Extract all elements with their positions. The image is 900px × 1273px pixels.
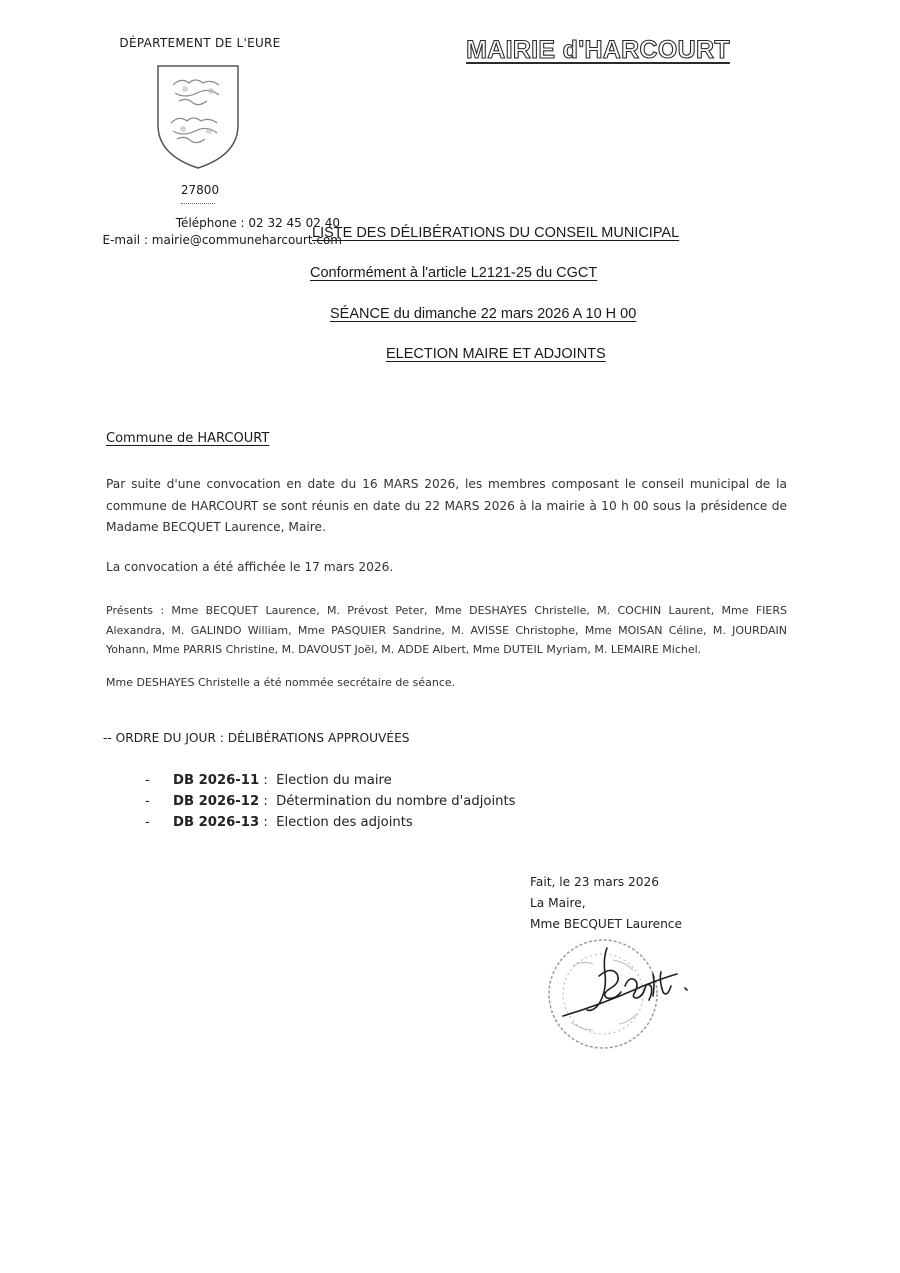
session-date: SÉANCE du dimanche 22 mars 2026 A 10 H 00 [330,306,637,322]
presents-list: Présents : Mme BECQUET Laurence, M. Prévost Peter, Mme DESHAYES Christelle, M. COCHIN Laurent, Mme FIERS Alexandra, M. GALINDO William, Mme PASQUIER Sandrine, M. AVISSE Christophe, Mme MOISAN Céline, M. JOURDAIN Yohann, Mme PARRIS Christine, M. DAVOUST Joël, M. ADDE Albert, Mme DUTEIL Myriam, M. LEMAIRE Michel. [106,604,787,656]
list-bullet: - [145,773,150,788]
deliberation-code: DB 2026-11 [173,773,260,788]
mairie-title: MAIRIE d'HARCOURT [466,36,730,64]
deliberation-separator: : [259,773,268,788]
deliberation-item [145,794,516,809]
deliberation-label: Détermination du nombre d'adjoints [276,794,516,809]
deliberation-item [145,815,413,830]
email-address: E-mail : mairie@communeharcourt.com [102,233,342,247]
document-title: LISTE DES DÉLIBÉRATIONS DU CONSEIL MUNICIPAL [312,225,680,241]
affichage-text: La convocation a été affichée le 17 mars 2026. [106,560,394,574]
deliberation-label: Election du maire [276,773,392,788]
deliberation-separator: : [259,794,268,809]
deliberation-label: Election des adjoints [276,815,413,830]
convocation-paragraph: Par suite d'une convocation en date du 16 MARS 2026, les membres composant le conseil municipal de la commune de HARCOURT se sont réunis en date du 22 MARS 2026 à la mairie à 10 h 00 sous la présidence de Madame BECQUET Laurence, Maire. [106,477,787,534]
signature-role: La Maire, [530,896,586,910]
deliberation-separator: : [259,815,268,830]
coat-of-arms-icon [155,63,241,171]
secretary-text: Mme DESHAYES Christelle a été nommée secrétaire de séance. [106,676,456,689]
agenda-heading: -- ORDRE DU JOUR : DÉLIBÉRATIONS APPROUVÉES [103,731,410,745]
postal-code: 27800 [180,183,220,197]
deliberation-item [145,773,392,788]
phone-number: Téléphone : 02 32 45 02 40 [175,216,340,230]
official-stamp-and-signature-icon [543,936,713,1056]
divider [181,203,215,204]
signature-date: Fait, le 23 mars 2026 [530,875,660,889]
deliberation-code: DB 2026-12 [173,794,260,809]
legal-reference: Conformément à l'article L2121-25 du CGCT [310,265,598,281]
signature-name: Mme BECQUET Laurence [530,917,683,931]
list-bullet: - [145,794,150,809]
commune-heading: Commune de HARCOURT [106,431,270,446]
deliberation-code: DB 2026-13 [173,815,260,830]
list-bullet: - [145,815,150,830]
session-subject: ELECTION MAIRE ET ADJOINTS [386,346,606,362]
department-label: DÉPARTEMENT DE L'EURE [119,36,281,50]
signature-block [530,872,682,935]
